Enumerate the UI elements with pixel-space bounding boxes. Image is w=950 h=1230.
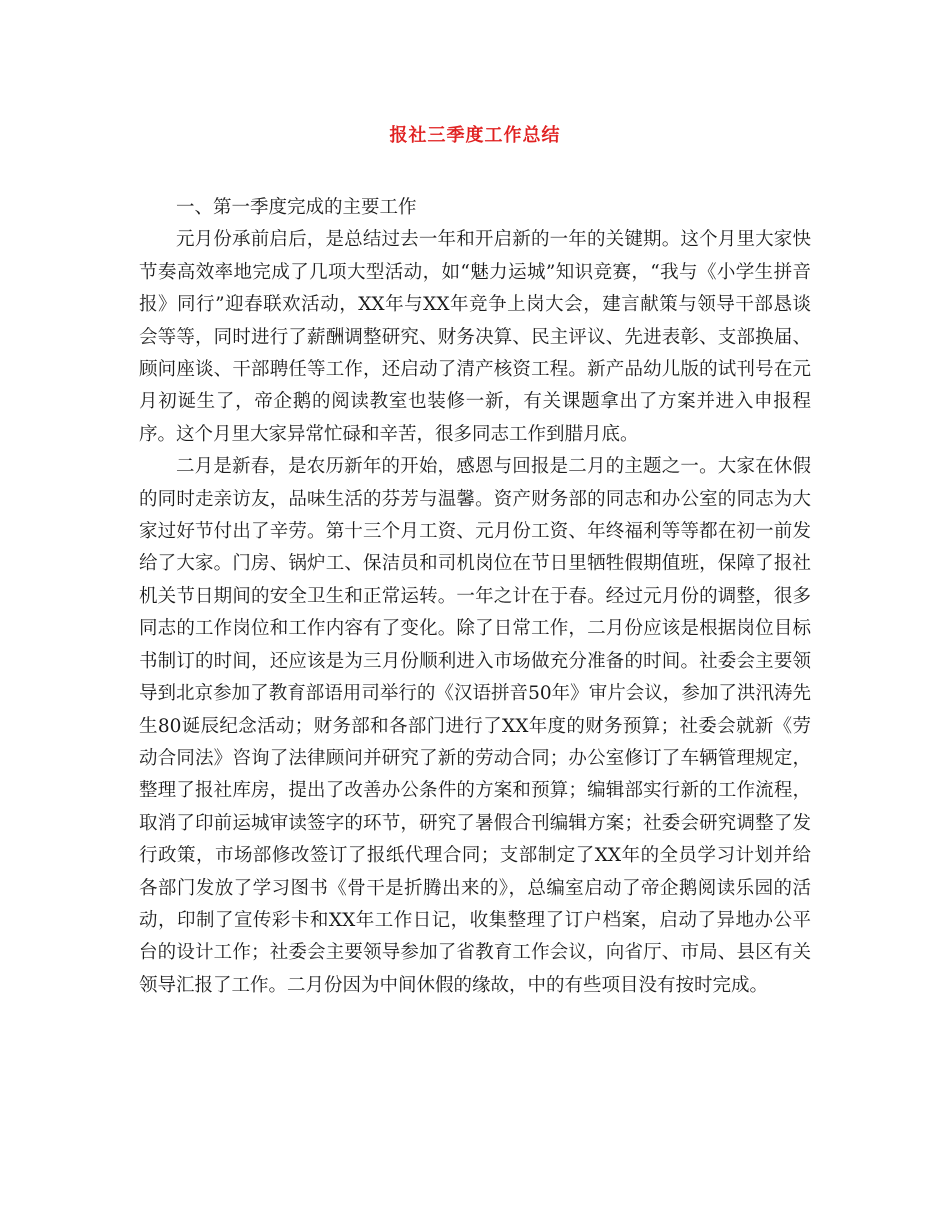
paragraph-january: 元月份承前启后，是总结过去一年和开启新的一年的关键期。这个月里大家快节奏高效率地完成了几项大型活动，如“魅力运城”知识竞赛，“我与《小学生拼音报》同行”迎春联欢活动，XX年与XX年竞争上岗大会，建言献策与领导干部恳谈会等等，同时进行了薪酬调整研究、财务决算、民主评议、先进表彰、支部换届、顾问座谈、干部聘任等工作，还启动了清产核资工程。新产品幼儿版的试刊号在元月初诞生了，帝企鹅的阅读教室也装修一新，有关课题拿出了方案并进入申报程序。这个月里大家异常忙碌和辛苦，很多同志工作到腊月底。 [139,229,811,445]
document-title: 报社三季度工作总结 [389,125,561,146]
section-heading: 一、第一季度完成的主要工作 [176,197,417,218]
document-body [139,192,811,1002]
paragraph-february: 二月是新春，是农历新年的开始，感恩与回报是二月的主题之一。大家在休假的同时走亲访友，品味生活的芬芳与温馨。资产财务部的同志和办公室的同志为大家过好节付出了辛劳。第十三个月工资、元月份工资、年终福利等等都在初一前发给了大家。门房、锅炉工、保洁员和司机岗位在节日里牺牲假期值班，保障了报社机关节日期间的安全卫生和正常运转。一年之计在于春。经过元月份的调整，很多同志的工作岗位和工作内容有了变化。除了日常工作，二月份应该是根据岗位目标书制订的时间，还应该是为三月份顺利进入市场做充分准备的时间。社委会主要领导到北京参加了教育部语用司举行的《汉语拼音50年》审片会议，参加了洪汛涛先生80诞辰纪念活动；财务部和各部门进行了XX年度的财务预算；社委会就新《劳动合同法》咨询了法律顾问并研究了新的劳动合同；办公室修订了车辆管理规定，整理了报社库房，提出了改善办公条件的方案和预算；编辑部实行新的工作流程，取消了印前运城审读签字的环节，研究了暑假合刊编辑方案；社委会研究调整了发行政策，市场部修改签订了报纸代理合同；支部制定了XX年的全员学习计划并给各部门发放了学习图书《骨干是折腾出来的》，总编室启动了帝企鹅阅读乐园的活动，印制了宣传彩卡和XX年工作日记，收集整理了订户档案，启动了异地办公平台的设计工作；社委会主要领导参加了省教育工作会议，向省厅、市局、县区有关领导汇报了工作。二月份因为中间休假的缘故，中的有些项目没有按时完成。 [139,456,811,996]
